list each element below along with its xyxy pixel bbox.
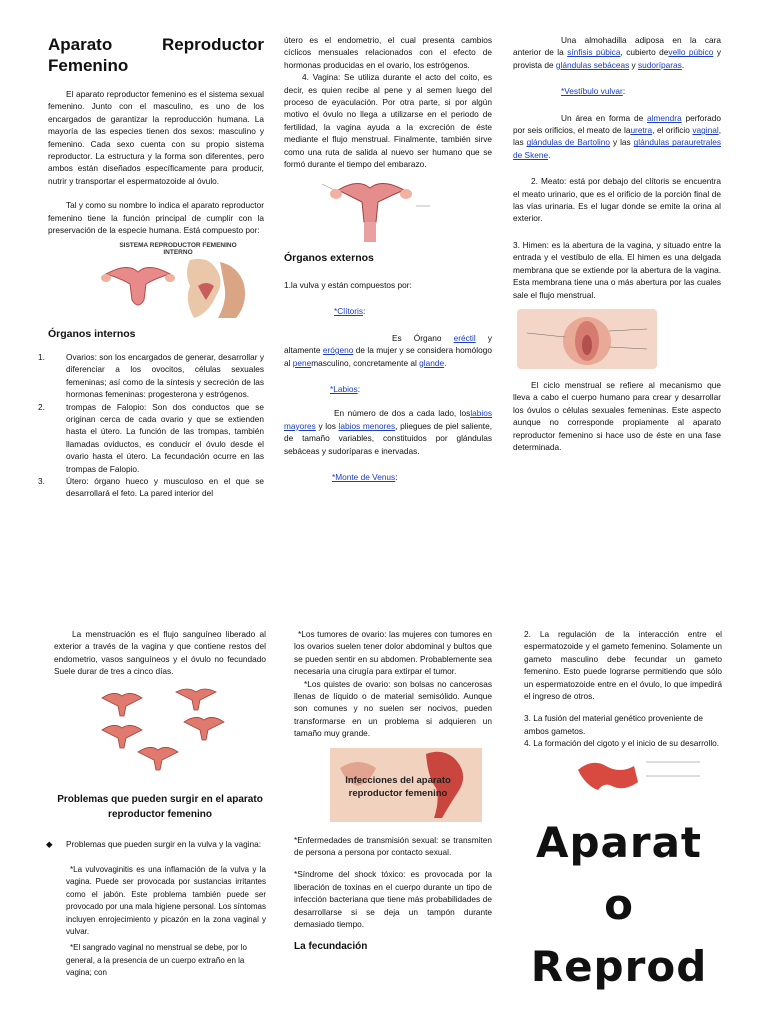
text-span: . [444, 357, 447, 368]
column-3 [513, 34, 721, 554]
text-span: , el orificio [652, 125, 693, 136]
uretra-link[interactable]: uretra [630, 125, 653, 136]
himen-paragraph: 3. Himen: es la abertura de la vagina, y situado entre la entrada y el vestíbulo de ella. El himen es una delgada membrana que se extiende por la abertura de la vagina. Esta membrana tiene una o más abertura por las cuales sale el flujo menstrual. [513, 239, 721, 300]
text-span: perforado por seis orificios, el meato de la [513, 112, 721, 136]
text-span: y [629, 59, 638, 70]
monte-link[interactable]: *Monte de Venus [332, 471, 396, 482]
text-span: En número de dos a cada lado, los [334, 408, 471, 419]
quistes-paragraph: *Los quistes de ovario: son bolsas no cancerosas llenas de líquido o de material semisólido. Aunque son comunes y no suelen ser nocivos, pueden transformarse en un problema si adquieren un tamaño muy grande. [294, 678, 492, 739]
column-5 [294, 628, 492, 1024]
image-label: SISTEMA REPRODUCTOR FEMENINO INTERNO [119, 242, 237, 257]
text-span: , las [513, 125, 721, 148]
text-span: Un área en forma de [561, 112, 648, 123]
text-span: , pliegues de piel saliente, de tamaño variables, constituidos por glándulas sebáceas y sudoríparas e inervadas. [284, 420, 492, 456]
text-span: y los [315, 420, 339, 431]
erogeno-link[interactable]: erógeno [322, 345, 354, 356]
column-1 [38, 34, 264, 554]
almendra-link[interactable]: almendra [647, 112, 682, 123]
cigoto-paragraph: 4. La formación del cigoto y el inicio de su desarrollo. [524, 738, 720, 749]
pene-link[interactable]: pene [292, 357, 312, 368]
fertilization-diagram [576, 756, 706, 798]
bullet-icon: ◆ [46, 838, 53, 849]
labios-mayores-link[interactable]: labios mayores [284, 408, 492, 431]
uterus-diagram [320, 176, 440, 248]
vagina-paragraph: 4. Vagina: Se utiliza durante el acto del coito, es decir, es quien recibe al pene y al semen luego del proceso de eyaculación. Por otra parte, si por algún motivo el óvulo no llega a utilizarse en el periodo de fertilidad, la vagina ayuda a la excreción de éste mediante el flujo menstrual. Finalmente, también sirve como una ruta de salida al nuevo ser humano que se formó durante el tiempo del embarazo. [284, 72, 492, 170]
text-span: y las [610, 137, 634, 148]
shock-paragraph: *Síndrome del shock tóxico: es provocada por la liberación de toxinas en el cuerpo durante un tipo de infección bacteriana que tiene más probabilidades de desarrollarse si se deja un tampón durante demasiado tiempo. [294, 869, 492, 930]
text-span: de la mujer y se considera homólogo al [284, 345, 492, 368]
column-4 [46, 628, 266, 1024]
labios-label: *Labios: [330, 383, 360, 394]
uterus-continued: útero es el endometrio, el cual presenta cambios cíclicos mensuales relacionados con el efecto de hormonas producidas en el ovario, los estrógenos. [284, 35, 492, 70]
text-span: . [548, 149, 551, 160]
problems-heading: Problemas que pueden surgir en el aparato reproductor femenino [57, 793, 263, 820]
text-span: masculino, concretamente al [311, 357, 420, 368]
skene-link[interactable]: glándulas parauretrales de Skene [513, 137, 722, 160]
list-item [38, 475, 264, 500]
vestibulo-link[interactable]: *Vestíbulo vulvar [561, 86, 623, 97]
column-6 [524, 628, 722, 1024]
meato-paragraph: 2. Meato: está por debajo del clítoris se encuentra el meato urinario, que es el orificio de la porción final de las vías urinaria. Es el lugar donde se emite la orina al exterior. [513, 176, 721, 224]
list-text: Ovarios: son los encargados de generar, desarrollar y diferenciar a los ovocitos, células sexuales femeninas; así como de la síntesis y secreción de las hormonas femeninas: progesterona y estrógenos. [66, 351, 264, 400]
ovulation-cycle-diagram [98, 686, 238, 774]
uterus-illustration [98, 256, 258, 320]
bullet-text: Problemas que pueden surgir en la vulva y la vagina: [66, 838, 262, 849]
list-number: 1. [38, 351, 45, 362]
menstruacion-paragraph: La menstruación es el flujo sanguíneo liberado al exterior a través de la vagina y que contiene restos del endometrio, vasos sanguíneos y el óvulo no fecundado Suele durar de tres a cinco días. [54, 629, 266, 677]
regulacion-paragraph: 2. La regulación de la interacción entre el espermatozoide y el gameto femenino. Solamente un gameto masculino debe fecundar un gameto femenino. Esto puede lograrse permitiendo que sólo un espermatozoide entre en el óvulo, lo que impedirá el ingreso de otros. [524, 629, 722, 702]
list-item [38, 351, 264, 401]
list-number: 2. [38, 401, 45, 412]
text-span: . [681, 59, 685, 70]
vulvovaginitis-paragraph: *La vulvovaginitis es una inflamación de la vulva y la vagina. Puede ser provocada por sustancias irritantes como el jabón. Este problema también puede ser provocado por una mala higiene personal. Los síntomas incluyen enrojecimiento y picazón en la zona vaginal y vulvar. [66, 865, 266, 937]
text-span: Una almohadilla adiposa en la cara anterior de la [513, 35, 721, 58]
text-span: y provista de [513, 47, 721, 70]
glandulas-sebaceas-link[interactable]: glándulas sebáceas [555, 59, 630, 70]
internal-organs-heading: Órganos internos [48, 328, 136, 341]
function-paragraph: Tal y como su nombre lo indica el aparato reproductor femenino tiene la función principal de cumplir con la preservación de la especie humana. Está compuesto por: [48, 200, 264, 236]
glande-link[interactable]: glande [419, 357, 445, 368]
list-text: trompas de Falopio: Son dos conductos que se originan cerca de cada ovario y que se extienden hasta el útero. La función de las trompas, también llamadas oviductos, es conducir el óvulo desde el ovario hasta el útero. La fecundación ocurre en las trompas de Falopio. [66, 401, 264, 474]
infections-image [330, 748, 482, 822]
vestibulo-description [513, 112, 721, 162]
cover-title: Aparato Reprod [530, 817, 708, 991]
sinfisis-link[interactable]: sínfisis púbica [567, 47, 621, 58]
tumores-paragraph: *Los tumores de ovario: las mujeres con tumores en los ovarios suelen tener dolor abdominal y bultos que se pueden sentir en su abdomen. Probablemente sea necesaria una cirugía para extirpar el tumor. [294, 629, 492, 677]
bartolino-link[interactable]: glándulas de Bartolino [526, 137, 610, 148]
internal-organs-list [38, 351, 264, 500]
image-caption: Infecciones del aparato reproductor femenino [345, 774, 451, 799]
problems-bullet [46, 838, 266, 850]
internal-system-image [98, 242, 258, 320]
vaginal-link[interactable]: vaginal [692, 125, 719, 136]
sangrado-paragraph: *El sangrado vaginal no menstrual se debe, por lo general, a la presencia de un cuerpo extraño en la vagina; con [66, 943, 247, 978]
text-span: Es Órgano [392, 332, 454, 343]
vestibulo-label: *Vestíbulo vulvar: [561, 86, 626, 97]
sudoriparas-link[interactable]: sudoríparas [638, 59, 682, 70]
erectil-link[interactable]: eréctil [453, 332, 476, 343]
external-organs-heading: Órganos externos [284, 252, 374, 265]
labios-description [284, 407, 492, 457]
monte-label: *Monte de Venus: [332, 471, 398, 482]
text-span: y altamente [284, 332, 492, 356]
intro-paragraph: El aparato reproductor femenino es el sistema sexual femenino. Junto con el masculino, es uno de los encargados de garantizar la reproducción humana. La mayoría de las especies tienen dos sexos: masculino y femenino. Cada sexo cuenta con su propio sistema reproductor. La estructura y la forma son diferentes, pero ambos están diseñados específicamente para producir, nutrir y transportar el espermatozoide al óvulo. [48, 89, 264, 186]
clitoris-link[interactable]: *Clítoris [334, 306, 364, 317]
column-2 [284, 34, 492, 554]
monte-description [513, 34, 721, 71]
page-title: Aparato Reproductor Femenino [48, 35, 264, 75]
fusion-paragraph: 3. La fusión del material genético proveniente de ambos gametos. [524, 713, 703, 736]
ciclo-paragraph: El ciclo menstrual se refiere al mecanismo que lleva a cabo el cuerpo humano para crear y desarrollar los óvulos o células sexuales femeninas. Este aspecto aunque no corresponde propiamente al aparato reproductor femenino si hace uso de éste en una fase determinada. [513, 379, 721, 452]
vello-link[interactable]: vello púbico [668, 47, 714, 58]
clitoris-description [284, 332, 492, 369]
list-text: Útero: órgano hueco y musculoso en el que se desarrollará el feto. La pared interior del [66, 475, 264, 499]
labios-link[interactable]: *Labios [330, 383, 358, 394]
list-item [38, 401, 264, 475]
text-span: , cubierto de [620, 47, 669, 58]
ets-paragraph: *Enfermedades de transmisión sexual: se transmiten de persona a persona por contacto sexual. [294, 834, 492, 858]
labios-menores-link[interactable]: labios menores [338, 420, 396, 431]
fecundacion-heading: La fecundación [294, 940, 368, 952]
vulva-diagram [517, 309, 657, 369]
clitoris-label: *Clítoris: [334, 306, 366, 317]
vulva-intro: 1.la vulva y están compuestos por: [284, 279, 412, 290]
list-number: 3. [38, 475, 45, 486]
